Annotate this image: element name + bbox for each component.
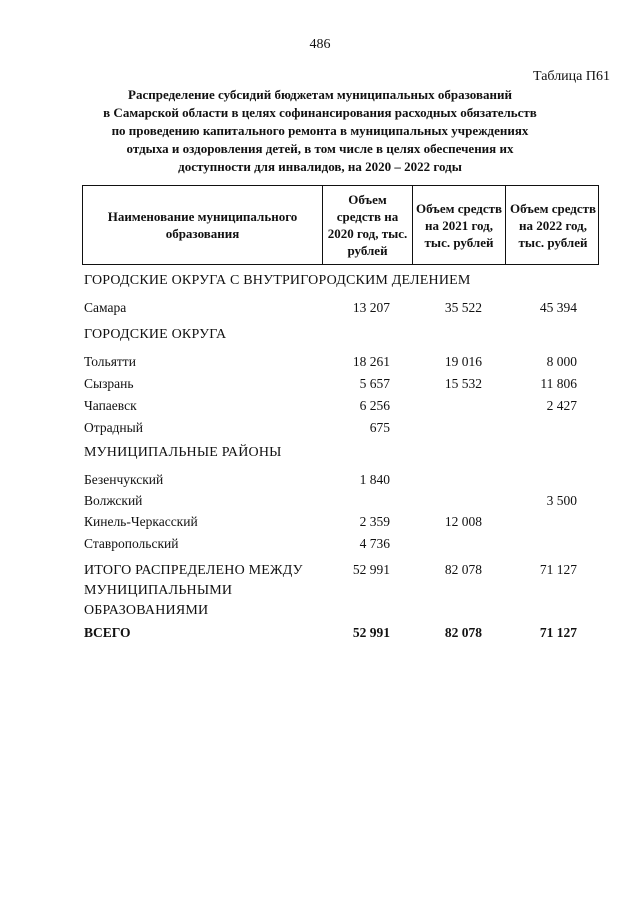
row-name: Отрадный [84, 420, 143, 435]
row-name: Сызрань [84, 376, 134, 391]
section-title-urban-districts-with-division: ГОРОДСКИЕ ОКРУГА С ВНУТРИГОРОДСКИМ ДЕЛЕНИЕМ [84, 273, 471, 288]
row-name: Тольятти [84, 354, 136, 369]
row-name: ВСЕГО [84, 625, 131, 640]
value-2020: 18 261 [352, 354, 390, 369]
value-2020: 2 359 [359, 514, 390, 529]
value-2020: 675 [369, 420, 390, 435]
title-line: Распределение субсидий бюджетам муниципальных образований [128, 87, 512, 102]
column-header-2022: Объем средств на 2022 год, тыс. рублей [509, 200, 597, 250]
table-row [84, 376, 604, 396]
section-title-urban-districts: ГОРОДСКИЕ ОКРУГА [84, 327, 227, 342]
table-row [84, 493, 604, 513]
table-row [84, 514, 604, 534]
value-2020: 4 736 [359, 536, 390, 551]
total-label-line: ИТОГО РАСПРЕДЕЛЕНО МЕЖДУ [84, 563, 303, 578]
value-2020: 52 991 [352, 625, 390, 640]
value-2020: 13 207 [352, 300, 390, 315]
value-2021: 19 016 [444, 354, 482, 369]
total-label-line: МУНИЦИПАЛЬНЫМИ [84, 583, 233, 598]
row-name: Безенчукский [84, 472, 164, 487]
column-header-2020: Объем средств на 2020 год, тыс. рублей [323, 186, 413, 264]
table-row [84, 354, 604, 374]
row-name: Кинель-Черкасский [84, 514, 198, 529]
total-distributed-row [84, 562, 604, 582]
table-id: Таблица П61 [533, 69, 610, 84]
table-row [84, 398, 604, 418]
table-header [82, 185, 599, 265]
table-row [84, 420, 604, 440]
title-line: в Самарской области в целях софинансирования расходных обязательств [103, 105, 537, 120]
value-2021: 15 532 [444, 376, 482, 391]
row-name: Ставропольский [84, 536, 179, 551]
value-2021: 12 008 [444, 514, 482, 529]
value-2022: 11 806 [540, 376, 577, 391]
value-2020: 5 657 [359, 376, 390, 391]
value-2022: 2 427 [546, 398, 577, 413]
row-name: Чапаевск [84, 398, 137, 413]
table-row [84, 536, 604, 556]
value-2022: 45 394 [539, 300, 577, 315]
value-2021: 35 522 [444, 300, 482, 315]
title-line: доступности для инвалидов, на 2020 – 2022 годы [178, 159, 462, 174]
row-name: Волжский [84, 493, 143, 508]
value-2020: 52 991 [352, 562, 390, 577]
table-row [84, 472, 604, 492]
value-2022: 8 000 [546, 354, 577, 369]
total-label-line: ОБРАЗОВАНИЯМИ [84, 603, 209, 618]
value-2021: 82 078 [444, 625, 482, 640]
column-header-name: Наименование муниципального образования [83, 186, 323, 264]
table-row [84, 300, 604, 320]
value-2020: 1 840 [359, 472, 390, 487]
value-2022: 71 127 [539, 625, 577, 640]
grand-total-row [84, 625, 604, 645]
title-line: по проведению капитального ремонта в муниципальных учреждениях [111, 123, 529, 138]
value-2022: 3 500 [546, 493, 577, 508]
value-2021: 82 078 [444, 562, 482, 577]
value-2020: 6 256 [359, 398, 390, 413]
column-header-2021: Объем средств на 2021 год, тыс. рублей [413, 186, 506, 264]
page-number: 486 [309, 37, 331, 52]
section-title-municipal-districts: МУНИЦИПАЛЬНЫЕ РАЙОНЫ [84, 445, 282, 460]
value-2022: 71 127 [539, 562, 577, 577]
table-title [78, 86, 562, 176]
title-line: отдыха и оздоровления детей, в том числе в целях обеспечения их [126, 141, 514, 156]
row-name: Самара [84, 300, 127, 315]
